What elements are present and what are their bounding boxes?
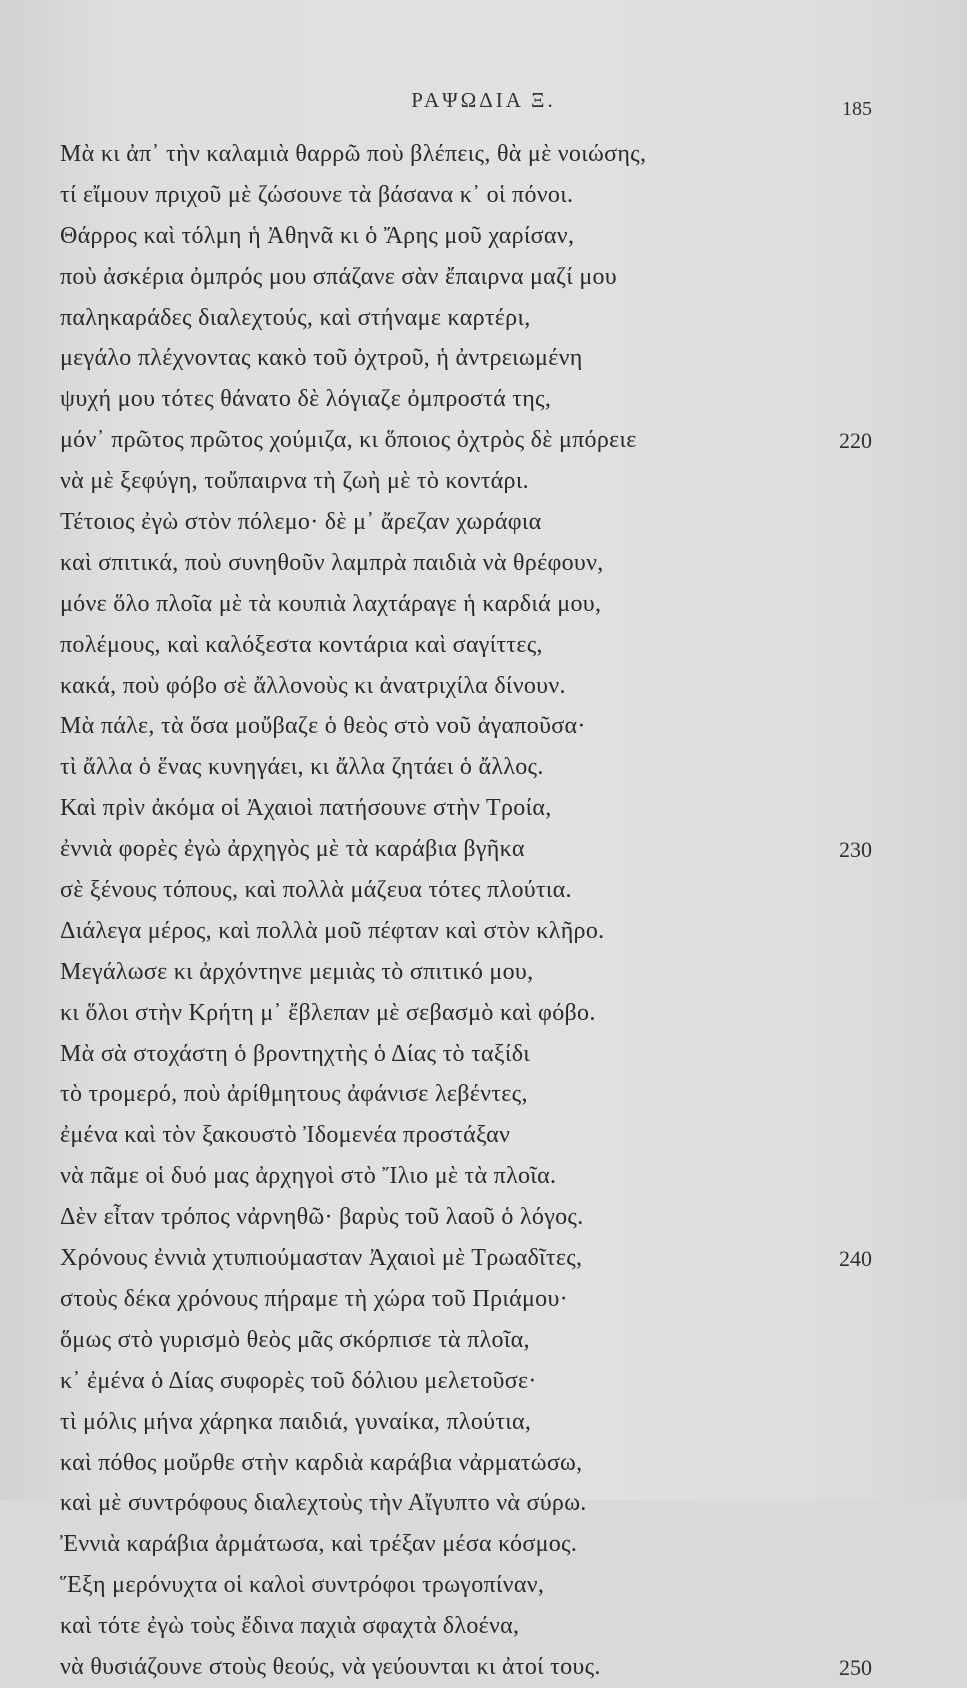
verse-line: κακά, ποὺ φόβο σὲ ἄλλονοὺς κι ἀνατριχίλα δίνουν.	[60, 672, 566, 699]
verse-line: ἐννιὰ φορὲς ἐγὼ ἀρχηγὸς μὲ τὰ καράβια βγῆκα	[60, 836, 525, 863]
line-number: 240	[839, 1246, 872, 1272]
verse-line: Χρόνους ἐννιὰ χτυπιούμασταν Ἀχαιοὶ μὲ Τρωαδῖτες,	[60, 1245, 583, 1272]
verse-line: τὸ τρομερό, ποὺ ἀρίθμητους ἀφάνισε λεβέντες,	[60, 1081, 528, 1108]
verse-line: κ᾽ ἐμένα ὁ Δίας συφορὲς τοῦ δόλιου μελετοῦσε·	[60, 1367, 537, 1394]
verse-line: μόν᾽ πρῶτος πρῶτος χούμιζα, κι ὅποιος ὀχτρὸς δὲ μπόρειε	[60, 427, 637, 454]
verse-line: ἐμένα καὶ τὸν ξακουστὸ Ἰδομενέα προστάξαν	[60, 1122, 511, 1149]
line-number: 250	[839, 1655, 872, 1681]
verse-line: νὰ πᾶμε οἱ δυό μας ἀρχηγοὶ στὸ Ἴλιο μὲ τὰ πλοῖα.	[60, 1163, 557, 1190]
running-head: ΡΑΨΩΔΙΑ Ξ.	[411, 88, 556, 112]
verse-line: τί εἴμουν πριχοῦ μὲ ζώσουνε τὰ βάσανα κ᾽ οἱ πόνοι.	[60, 181, 574, 208]
verse-line: νὰ θυσιάζουνε στοὺς θεούς, νὰ γεύουνται κι ἀτοί τους.	[60, 1653, 601, 1680]
verse-line: καὶ σπιτικά, ποὺ συνηθοῦν λαμπρὰ παιδιὰ νὰ θρέφουν,	[60, 549, 604, 576]
verse-line: στοὺς δέκα χρόνους πήραμε τὴ χώρα τοῦ Πριάμου·	[60, 1285, 568, 1312]
verse-line: Μὰ κι ἀπ᾽ τὴν καλαμιὰ θαρρῶ ποὺ βλέπεις, θὰ μὲ νοιώσης,	[60, 141, 647, 167]
line-number: 230	[839, 837, 872, 863]
verse-line: κι ὅλοι στὴν Κρήτη μ᾽ ἔβλεπαν μὲ σεβασμὸ καὶ φόβο.	[60, 999, 596, 1026]
line-number: 220	[839, 428, 872, 454]
verse-line: Μεγάλωσε κι ἀρχόντηνε μεμιὰς τὸ σπιτικό μου,	[60, 958, 534, 985]
verse-line: τὶ ἄλλα ὁ ἕνας κυνηγάει, κι ἄλλα ζητάει ὁ ἄλλος.	[60, 754, 544, 781]
verse-line: Τέτοιος ἐγὼ στὸν πόλεμο· δὲ μ᾽ ἄρεζαν χωράφια	[60, 509, 542, 536]
verse-line: Δὲν εἶταν τρόπος νἀρνηθῶ· βαρὺς τοῦ λαοῦ ὁ λόγος.	[60, 1204, 584, 1231]
verse-line: τὶ μόλις μήνα χάρηκα παιδιά, γυναίκα, πλούτια,	[60, 1408, 532, 1435]
verse-line: νὰ μὲ ξεφύγη, τοὔπαιρνα τὴ ζωὴ μὲ τὸ κοντάρι.	[60, 468, 529, 495]
page-number: 185	[842, 98, 872, 120]
verse-line: σὲ ξένους τόπους, καὶ πολλὰ μάζευα τότες πλούτια.	[60, 877, 572, 904]
verse-line: παληκαράδες διαλεχτούς, καὶ στήναμε καρτέρι,	[60, 304, 531, 331]
verse-list	[60, 134, 820, 1688]
verse-line: Καὶ πρὶν ἀκόμα οἱ Ἀχαιοὶ πατήσουνε στὴν Τροία,	[60, 795, 552, 822]
verse-line: Θάρρος καὶ τόλμη ἡ Ἀθηνᾶ κι ὁ Ἄρης μοῦ χαρίσαν,	[60, 222, 575, 249]
verse-line: καὶ μὲ συντρόφους διαλεχτοὺς τὴν Αἴγυπτο νὰ σύρω.	[60, 1490, 587, 1517]
verse-line: καὶ τότε ἐγὼ τοὺς ἔδινα παχιὰ σφαχτὰ δλοένα,	[60, 1613, 520, 1640]
verse-line: καὶ πόθος μοὔρθε στὴν καρδιὰ καράβια νἀρματώσω,	[60, 1449, 583, 1476]
verse-line: πολέμους, καὶ καλόξεστα κοντάρια καὶ σαγίττες,	[60, 631, 543, 658]
verse-line: μεγάλο πλέχνοντας κακὸ τοῦ ὀχτροῦ, ἡ ἀντρειωμένη	[60, 345, 583, 372]
verse-line: Διάλεγα μέρος, καὶ πολλὰ μοῦ πέφταν καὶ στὸν κλῆρο.	[60, 917, 605, 944]
verse-line: Ἕξη μερόνυχτα οἱ καλοὶ συντρόφοι τρωγοπίναν,	[60, 1572, 545, 1599]
verse-line: ποὺ ἀσκέρια ὀμπρός μου σπάζανε σὰν ἔπαιρνα μαζί μου	[60, 263, 617, 290]
verse-line: ψυχή μου τότες θάνατο δὲ λόγιαζε ὀμπροστά της,	[60, 386, 552, 413]
verse-line: Μὰ πάλε, τὰ ὅσα μοὔβαζε ὁ θεὸς στὸ νοῦ ἀγαποῦσα·	[60, 713, 586, 740]
verse-line: ὅμως στὸ γυρισμὸ θεὸς μᾶς σκόρπισε τὰ πλοῖα,	[60, 1326, 530, 1353]
verse-line: μόνε ὅλο πλοῖα μὲ τὰ κουπιὰ λαχτάραγε ἡ καρδιά μου,	[60, 590, 602, 617]
verse-line: Μὰ σὰ στοχάστη ὁ βροντηχτὴς ὁ Δίας τὸ ταξίδι	[60, 1040, 531, 1067]
verse-line: Ἐννιὰ καράβια ἀρμάτωσα, καὶ τρέξαν μέσα κόσμος.	[60, 1531, 578, 1558]
